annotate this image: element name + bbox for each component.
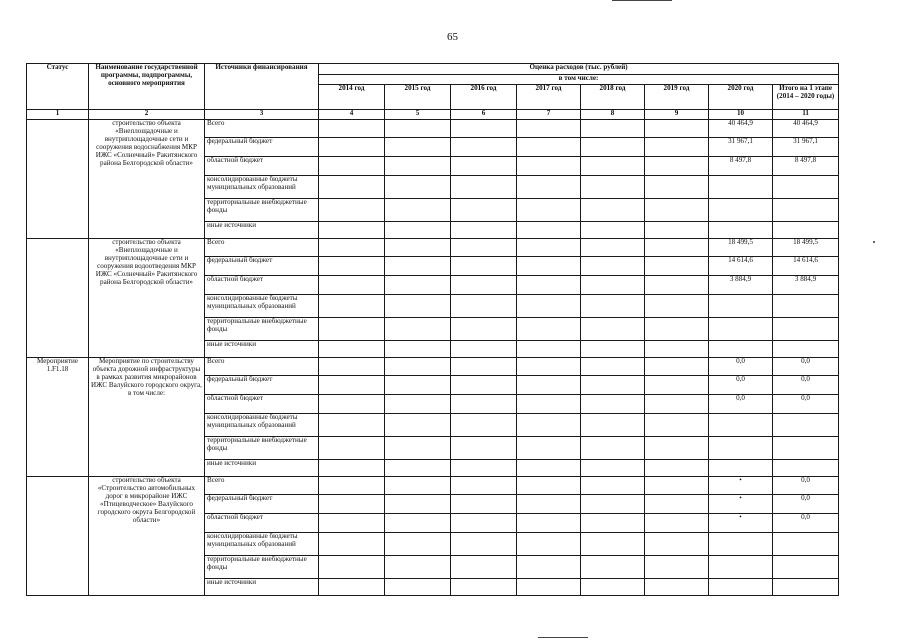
year-value-empty [581, 579, 645, 596]
funding-source: областной бюджет [205, 514, 319, 533]
header-name: Наименование государственной программы, подпрограммы, основного мероприятия [89, 64, 205, 110]
year-value-empty [645, 138, 709, 157]
year-value-empty [319, 477, 385, 495]
total-value [773, 460, 839, 477]
year-2020-value: 40 464,9 [709, 120, 773, 138]
year-value-empty [451, 199, 517, 222]
year-value-empty [385, 437, 451, 460]
funding-source: иные источники [205, 579, 319, 596]
year-value-empty [385, 295, 451, 318]
year-value-empty [517, 477, 581, 495]
funding-source: консолидированные бюджеты муниципальных образований [205, 414, 319, 437]
year-value-empty [581, 376, 645, 395]
funding-source: областной бюджет [205, 276, 319, 295]
column-number: 9 [645, 110, 709, 120]
table-row [27, 239, 839, 257]
year-value-empty [451, 460, 517, 477]
total-value [773, 437, 839, 460]
year-2020-value [709, 176, 773, 199]
total-value: 0,0 [773, 514, 839, 533]
year-value-empty [517, 376, 581, 395]
year-value-empty [319, 199, 385, 222]
year-value-empty [385, 514, 451, 533]
year-value-empty [319, 176, 385, 199]
year-value-empty [319, 414, 385, 437]
header-year-2017: 2017 год [517, 85, 581, 110]
year-value-empty [517, 460, 581, 477]
year-value-empty [581, 257, 645, 276]
year-value-empty [517, 414, 581, 437]
total-value: 31 967,1 [773, 138, 839, 157]
total-value: 8 497,8 [773, 157, 839, 176]
header-year-2019: 2019 год [645, 85, 709, 110]
year-value-empty [385, 495, 451, 514]
year-value-empty [319, 437, 385, 460]
year-2020-value: 0,0 [709, 376, 773, 395]
funding-source: консолидированные бюджеты муниципальных образований [205, 295, 319, 318]
year-value-empty [385, 341, 451, 358]
year-value-empty [319, 257, 385, 276]
year-2020-value [709, 460, 773, 477]
year-value-empty [451, 514, 517, 533]
year-value-empty [385, 460, 451, 477]
year-value-empty [581, 437, 645, 460]
year-value-empty [581, 395, 645, 414]
header-including: в том числе: [319, 75, 839, 85]
year-value-empty [385, 556, 451, 579]
year-value-empty [319, 376, 385, 395]
year-value-empty [645, 495, 709, 514]
row-name: строительство объекта «Строительство автомобильных дорог в микрорайоне ИЖС «Птицеводческое» Валуйского городского округа Белгородской области» [89, 477, 205, 596]
year-2020-value [709, 341, 773, 358]
year-value-empty [517, 257, 581, 276]
header-year-2020: 2020 год [709, 85, 773, 110]
year-value-empty [451, 376, 517, 395]
total-value: 0,0 [773, 477, 839, 495]
year-value-empty [319, 138, 385, 157]
row-status [27, 477, 89, 596]
total-value: 0,0 [773, 395, 839, 414]
year-value-empty [517, 276, 581, 295]
table-row [27, 477, 839, 495]
column-number: 6 [451, 110, 517, 120]
funding-source: федеральный бюджет [205, 257, 319, 276]
year-value-empty [517, 295, 581, 318]
year-value-empty [451, 318, 517, 341]
year-value-empty [517, 222, 581, 239]
year-value-empty [385, 222, 451, 239]
year-value-empty [517, 120, 581, 138]
year-2020-value: • [709, 477, 773, 495]
year-2020-value [709, 414, 773, 437]
year-2020-value: 3 884,9 [709, 276, 773, 295]
year-value-empty [319, 295, 385, 318]
year-value-empty [645, 556, 709, 579]
year-value-empty [517, 579, 581, 596]
header-total: Итого на 1 этапе (2014 – 2020 годы) [773, 85, 839, 110]
year-value-empty [319, 556, 385, 579]
funding-source: Всего [205, 239, 319, 257]
column-number: 3 [205, 110, 319, 120]
year-value-empty [645, 395, 709, 414]
funding-source: иные источники [205, 460, 319, 477]
year-value-empty [645, 514, 709, 533]
total-value [773, 318, 839, 341]
header-year-2016: 2016 год [451, 85, 517, 110]
year-value-empty [319, 533, 385, 556]
total-value [773, 222, 839, 239]
year-value-empty [581, 358, 645, 376]
year-value-empty [451, 257, 517, 276]
funding-source: областной бюджет [205, 157, 319, 176]
row-status: Мероприятие 1.F1.18 [27, 358, 89, 477]
year-value-empty [451, 437, 517, 460]
funding-source: Всего [205, 120, 319, 138]
year-value-empty [385, 579, 451, 596]
column-number: 8 [581, 110, 645, 120]
year-value-empty [385, 533, 451, 556]
funding-source: Всего [205, 477, 319, 495]
year-value-empty [451, 477, 517, 495]
year-value-empty [581, 477, 645, 495]
year-value-empty [581, 176, 645, 199]
year-value-empty [581, 138, 645, 157]
year-value-empty [645, 295, 709, 318]
funding-source: областной бюджет [205, 395, 319, 414]
table-row [27, 120, 839, 138]
year-value-empty [451, 579, 517, 596]
year-value-empty [581, 239, 645, 257]
year-value-empty [581, 533, 645, 556]
year-value-empty [581, 276, 645, 295]
table-row [27, 358, 839, 376]
funding-source: федеральный бюджет [205, 376, 319, 395]
scan-artifact-bottom [538, 637, 588, 638]
page-number: 65 [447, 31, 458, 43]
column-number: 1 [27, 110, 89, 120]
year-value-empty [385, 199, 451, 222]
year-value-empty [645, 318, 709, 341]
year-value-empty [645, 414, 709, 437]
column-number: 5 [385, 110, 451, 120]
total-value [773, 579, 839, 596]
year-value-empty [385, 358, 451, 376]
header-estimate: Оценка расходов (тыс. рублей) [319, 64, 839, 75]
total-value [773, 556, 839, 579]
funding-source: федеральный бюджет [205, 495, 319, 514]
row-name: строительство объекта «Внеплощадочные и внутриплощадочные сети и сооружения водоснабжения МКР ИЖС «Солнечный» Ракитянского района Белгородской области» [89, 120, 205, 239]
year-value-empty [385, 257, 451, 276]
total-value: 40 464,9 [773, 120, 839, 138]
year-value-empty [645, 460, 709, 477]
year-value-empty [645, 199, 709, 222]
year-2020-value [709, 295, 773, 318]
total-value [773, 414, 839, 437]
header-year-2014: 2014 год [319, 85, 385, 110]
total-value [773, 295, 839, 318]
year-value-empty [517, 556, 581, 579]
year-2020-value [709, 318, 773, 341]
funding-source: территориальные внебюджетные фонды [205, 318, 319, 341]
year-value-empty [319, 157, 385, 176]
funding-source: консолидированные бюджеты муниципальных образований [205, 533, 319, 556]
total-value: 0,0 [773, 495, 839, 514]
year-value-empty [385, 120, 451, 138]
year-value-empty [385, 176, 451, 199]
year-value-empty [451, 138, 517, 157]
year-value-empty [385, 138, 451, 157]
year-value-empty [451, 414, 517, 437]
year-value-empty [645, 239, 709, 257]
year-value-empty [517, 239, 581, 257]
year-value-empty [645, 376, 709, 395]
year-value-empty [645, 358, 709, 376]
year-value-empty [385, 477, 451, 495]
year-value-empty [645, 437, 709, 460]
header-status: Статус [27, 64, 89, 110]
year-value-empty [451, 176, 517, 199]
total-value [773, 341, 839, 358]
year-value-empty [645, 157, 709, 176]
year-value-empty [581, 514, 645, 533]
year-value-empty [319, 495, 385, 514]
column-number: 2 [89, 110, 205, 120]
year-2020-value: 18 499,5 [709, 239, 773, 257]
year-value-empty [385, 376, 451, 395]
column-number: 10 [709, 110, 773, 120]
year-value-empty [451, 239, 517, 257]
expenditure-table [26, 63, 839, 596]
year-value-empty [645, 222, 709, 239]
year-value-empty [581, 157, 645, 176]
header-row-1 [27, 64, 839, 75]
year-value-empty [451, 533, 517, 556]
year-value-empty [451, 222, 517, 239]
row-status [27, 239, 89, 358]
row-name: строительство объекта «Внеплощадочные и внутриплощадочные сети и сооружения водоотведения МКР ИЖС «Солнечный» Ракитянского района Белгородской области» [89, 239, 205, 358]
year-value-empty [319, 341, 385, 358]
year-value-empty [451, 395, 517, 414]
funding-source: иные источники [205, 222, 319, 239]
year-value-empty [645, 176, 709, 199]
year-value-empty [581, 414, 645, 437]
header-sources: Источники финансирования [205, 64, 319, 110]
year-value-empty [451, 358, 517, 376]
funding-source: территориальные внебюджетные фонды [205, 199, 319, 222]
year-value-empty [451, 120, 517, 138]
total-value: 3 884,9 [773, 276, 839, 295]
year-value-empty [319, 460, 385, 477]
year-value-empty [385, 318, 451, 341]
year-value-empty [581, 460, 645, 477]
year-value-empty [517, 341, 581, 358]
year-value-empty [319, 222, 385, 239]
total-value: 0,0 [773, 376, 839, 395]
year-value-empty [385, 395, 451, 414]
funding-source: территориальные внебюджетные фонды [205, 437, 319, 460]
year-value-empty [517, 138, 581, 157]
year-value-empty [451, 556, 517, 579]
row-name: Мероприятие по строительству объекта дорожной инфраструктуры в рамках развития микрорайонов ИЖС Валуйского городского округа, в том числе: [89, 358, 205, 477]
year-value-empty [517, 533, 581, 556]
year-value-empty [581, 222, 645, 239]
year-2020-value [709, 533, 773, 556]
column-numbers-row [27, 110, 839, 120]
year-2020-value: 8 497,8 [709, 157, 773, 176]
year-value-empty [385, 239, 451, 257]
scan-artifact-top [612, 0, 672, 1]
funding-source: Всего [205, 358, 319, 376]
year-value-empty [581, 295, 645, 318]
year-value-empty [581, 199, 645, 222]
year-value-empty [451, 157, 517, 176]
funding-source: федеральный бюджет [205, 138, 319, 157]
year-value-empty [517, 318, 581, 341]
row-status [27, 120, 89, 239]
year-value-empty [517, 358, 581, 376]
year-2020-value [709, 437, 773, 460]
year-value-empty [581, 318, 645, 341]
year-value-empty [581, 341, 645, 358]
funding-source: территориальные внебюджетные фонды [205, 556, 319, 579]
year-value-empty [645, 257, 709, 276]
year-value-empty [517, 495, 581, 514]
year-value-empty [517, 176, 581, 199]
scan-artifact-dot [873, 241, 875, 243]
year-2020-value: 31 967,1 [709, 138, 773, 157]
year-value-empty [319, 395, 385, 414]
year-2020-value [709, 199, 773, 222]
total-value: 18 499,5 [773, 239, 839, 257]
year-value-empty [451, 295, 517, 318]
year-value-empty [319, 579, 385, 596]
year-2020-value: 0,0 [709, 395, 773, 414]
total-value [773, 176, 839, 199]
year-2020-value [709, 556, 773, 579]
year-2020-value: • [709, 514, 773, 533]
year-value-empty [451, 276, 517, 295]
year-value-empty [645, 579, 709, 596]
year-value-empty [581, 495, 645, 514]
column-number: 11 [773, 110, 839, 120]
year-value-empty [319, 239, 385, 257]
year-value-empty [517, 395, 581, 414]
year-value-empty [517, 157, 581, 176]
total-value: 14 614,6 [773, 257, 839, 276]
year-value-empty [517, 437, 581, 460]
year-value-empty [581, 556, 645, 579]
year-value-empty [385, 157, 451, 176]
year-value-empty [517, 199, 581, 222]
year-value-empty [319, 120, 385, 138]
year-2020-value: 14 614,6 [709, 257, 773, 276]
year-value-empty [645, 276, 709, 295]
year-value-empty [581, 120, 645, 138]
header-year-2015: 2015 год [385, 85, 451, 110]
year-2020-value [709, 579, 773, 596]
header-year-2018: 2018 год [581, 85, 645, 110]
year-value-empty [451, 495, 517, 514]
total-value: 0,0 [773, 358, 839, 376]
year-value-empty [645, 477, 709, 495]
year-2020-value: 0,0 [709, 358, 773, 376]
total-value [773, 533, 839, 556]
funding-source: консолидированные бюджеты муниципальных образований [205, 176, 319, 199]
year-value-empty [645, 341, 709, 358]
year-value-empty [319, 276, 385, 295]
year-value-empty [517, 514, 581, 533]
year-value-empty [645, 533, 709, 556]
year-value-empty [645, 120, 709, 138]
column-number: 4 [319, 110, 385, 120]
total-value [773, 199, 839, 222]
funding-source: иные источники [205, 341, 319, 358]
year-2020-value: • [709, 495, 773, 514]
year-value-empty [319, 318, 385, 341]
column-number: 7 [517, 110, 581, 120]
year-2020-value [709, 222, 773, 239]
year-value-empty [451, 341, 517, 358]
year-value-empty [385, 414, 451, 437]
year-value-empty [385, 276, 451, 295]
year-value-empty [319, 514, 385, 533]
year-value-empty [319, 358, 385, 376]
